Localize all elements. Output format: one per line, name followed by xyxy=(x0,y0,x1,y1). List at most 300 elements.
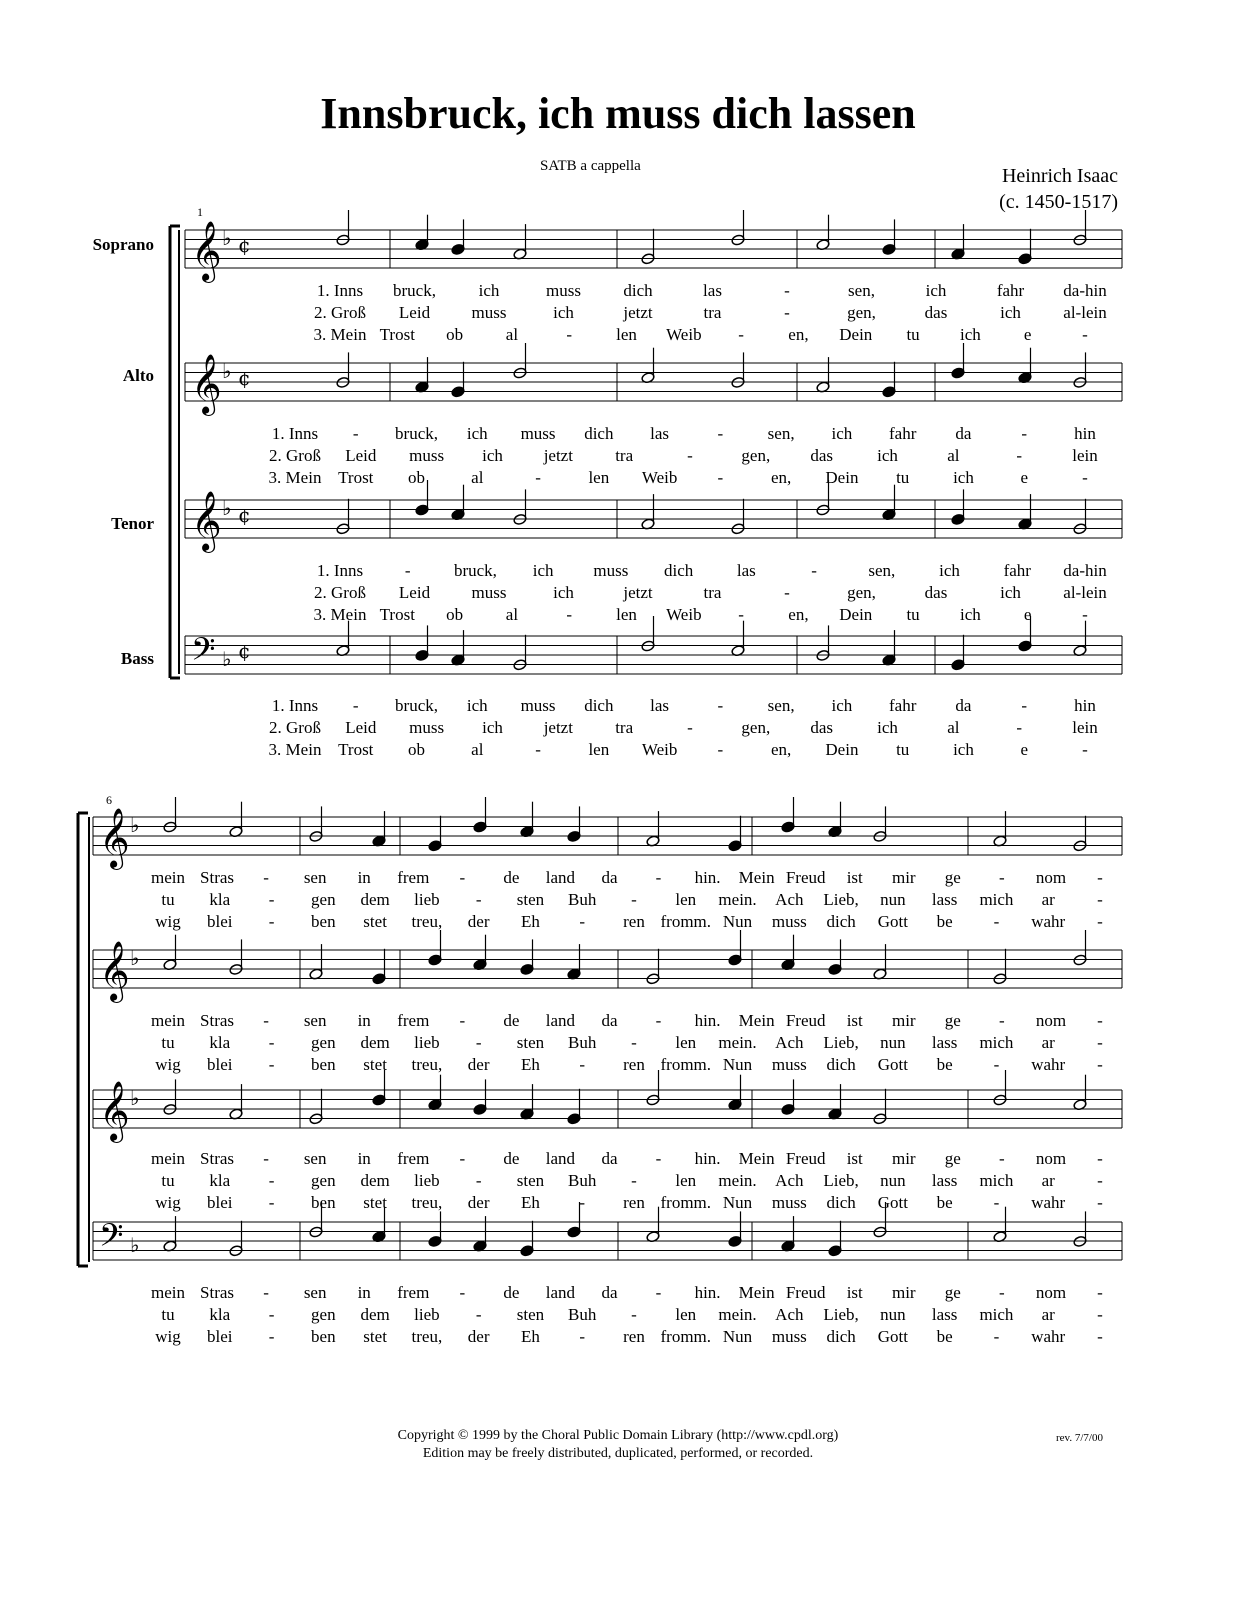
bass-lyric-syllable: dich xyxy=(584,696,614,715)
bass-lyric-syllable: fahr xyxy=(889,696,917,715)
soprano-lyric-syllable: e xyxy=(1023,325,1032,344)
alto-lyric-syllable: - xyxy=(535,468,541,487)
tenor-lyric-syllable: - xyxy=(1082,605,1088,624)
bass-lyric-syllable: en, xyxy=(770,740,792,759)
tenor-lyric-syllable: be xyxy=(936,1193,953,1212)
flat-key-signature-icon: ♭ xyxy=(130,1086,140,1110)
tenor-lyric-syllable: - xyxy=(268,1171,275,1190)
tenor-lyric-syllable: 2. Groß xyxy=(314,583,366,602)
alto-lyric-syllable: - xyxy=(263,1011,269,1030)
treble-clef-icon: 𝄞 xyxy=(99,941,130,1001)
bass-lyric-syllable: wig xyxy=(155,1327,181,1346)
bass-lyric-syllable: - xyxy=(268,1305,275,1324)
tenor-lyric-syllable: ich xyxy=(532,561,554,580)
alto-lyric-syllable: - xyxy=(1097,1011,1103,1030)
soprano-lyric-syllable: hin. xyxy=(694,868,721,887)
soprano-lyric-syllable: da-hin xyxy=(1063,281,1107,300)
soprano-lyric-syllable: sen xyxy=(303,868,327,887)
bass-lyric-syllable: jetzt xyxy=(543,718,573,737)
measure-number-6: 6 xyxy=(106,793,112,807)
soprano-lyric-syllable: - xyxy=(263,868,269,887)
bass-lyric-syllable: ren xyxy=(623,1327,645,1346)
soprano-lyric-syllable: - xyxy=(579,912,586,931)
bass-lyric-syllable: ich xyxy=(482,718,503,737)
soprano-lyric-syllable: Stras xyxy=(200,868,235,887)
alto-lyric-syllable: len xyxy=(588,468,610,487)
bass-lyric-syllable: Gott xyxy=(877,1327,908,1346)
soprano-lyric-syllable: blei xyxy=(207,912,233,931)
alto-lyric-syllable: - xyxy=(1082,468,1088,487)
bass-lyric-syllable: lass xyxy=(931,1305,958,1324)
soprano-lyric-syllable: be xyxy=(936,912,953,931)
soprano-lyric-syllable: Dein xyxy=(839,325,873,344)
treble-clef-icon: 𝄞 xyxy=(191,491,222,551)
bass-lyric-syllable: ich xyxy=(831,696,853,715)
tenor-lyric-syllable: Nun xyxy=(722,1193,753,1212)
tenor-lyric-syllable: bruck, xyxy=(453,561,497,580)
bass-lyric-syllable: e xyxy=(1020,740,1028,759)
part-label-soprano: Soprano xyxy=(92,235,154,254)
tenor-lyric-syllable: - xyxy=(1097,1193,1103,1212)
soprano-lyric-syllable: lieb xyxy=(414,890,440,909)
soprano-lyric-syllable: fromm. xyxy=(660,912,712,931)
alto-lyric-syllable: - xyxy=(352,424,359,443)
alto-lyric-syllable: da xyxy=(955,424,972,443)
soprano-lyric-syllable: mich xyxy=(979,890,1014,909)
copyright-footer xyxy=(0,1427,1236,1463)
tenor-lyric-syllable: das xyxy=(924,583,948,602)
alto-lyric-syllable: Freud xyxy=(785,1011,826,1030)
bass-lyric-syllable: be xyxy=(936,1327,953,1346)
soprano-lyric-syllable: las xyxy=(703,281,722,300)
soprano-lyric-syllable: land xyxy=(545,868,576,887)
tenor-lyric-syllable: - xyxy=(579,1193,586,1212)
alto-lyric-syllable: - xyxy=(717,468,724,487)
tenor-lyric-syllable: - xyxy=(811,561,817,580)
bass-lyric-syllable: ist xyxy=(846,1283,863,1302)
tenor-lyric-syllable: Dein xyxy=(839,605,873,624)
soprano-lyric-syllable: Lieb, xyxy=(823,890,859,909)
bass-lyric-syllable: Mein xyxy=(738,1283,775,1302)
alto-lyric-syllable: dich xyxy=(826,1055,856,1074)
soprano-lyric-syllable: muss xyxy=(471,303,507,322)
bass-lyric-syllable: - xyxy=(1097,1327,1103,1346)
tenor-lyric-syllable: - xyxy=(999,1149,1005,1168)
soprano-lyric-syllable: - xyxy=(999,868,1005,887)
tenor-lyric-syllable: Lieb, xyxy=(823,1171,859,1190)
soprano-lyric-syllable: - xyxy=(459,868,466,887)
bass-lyric-syllable: Trost xyxy=(338,740,374,759)
soprano-lyric-syllable: - xyxy=(784,303,790,322)
tenor-lyric-syllable: lass xyxy=(931,1171,958,1190)
alto-lyric-syllable: Trost xyxy=(338,468,374,487)
tenor-lyric-syllable: fahr xyxy=(1003,561,1031,580)
alto-lyric-syllable: - xyxy=(717,424,724,443)
alto-lyric-syllable: das xyxy=(810,446,833,465)
bass-lyric-syllable: Nun xyxy=(722,1327,753,1346)
alto-lyric-syllable: lieb xyxy=(414,1033,440,1052)
bass-lyric-syllable: wahr xyxy=(1031,1327,1066,1346)
tenor-lyric-syllable: dem xyxy=(360,1171,390,1190)
bass-lyric-syllable: - xyxy=(1016,718,1022,737)
alto-lyric-syllable: Stras xyxy=(200,1011,235,1030)
soprano-lyric-syllable: muss xyxy=(546,281,581,300)
tenor-lyric-syllable: sen xyxy=(303,1149,327,1168)
voicing-subtitle: SATB a cappella xyxy=(540,158,641,174)
bass-lyric-syllable: al xyxy=(471,740,484,759)
bass-lyric-syllable: Lieb, xyxy=(823,1305,859,1324)
tenor-lyric-syllable: ich xyxy=(1000,583,1021,602)
alto-lyric-syllable: - xyxy=(268,1055,275,1074)
soprano-lyric-syllable: treu, xyxy=(411,912,443,931)
tenor-lyric-syllable: - xyxy=(459,1149,466,1168)
soprano-lyric-syllable: dem xyxy=(360,890,390,909)
soprano-lyric-syllable: Ach xyxy=(775,890,804,909)
bass-lyric-syllable: - xyxy=(655,1283,662,1302)
tenor-lyric-syllable: gen, xyxy=(847,583,876,602)
alto-lyric-syllable: der xyxy=(467,1055,490,1074)
soprano-lyric-syllable: jetzt xyxy=(623,303,653,322)
soprano-lyric-syllable: kla xyxy=(209,890,231,909)
alto-lyric-syllable: da xyxy=(601,1011,618,1030)
soprano-lyric-syllable: len xyxy=(675,890,697,909)
bass-lyric-syllable: 2. Groß xyxy=(269,718,321,737)
alto-lyric-syllable: - xyxy=(1097,1055,1103,1074)
soprano-lyric-syllable: da xyxy=(601,868,618,887)
bass-lyric-syllable: lein xyxy=(1072,718,1098,737)
tenor-lyric-syllable: dich xyxy=(663,561,694,580)
alto-lyric-syllable: - xyxy=(475,1033,482,1052)
alto-lyric-syllable: ist xyxy=(846,1011,863,1030)
soprano-lyric-syllable: in xyxy=(357,868,371,887)
tenor-lyric-syllable: kla xyxy=(209,1171,231,1190)
bass-lyric-syllable: dem xyxy=(360,1305,390,1324)
alto-lyric-syllable: stet xyxy=(363,1055,387,1074)
alto-lyric-syllable: - xyxy=(1097,1033,1103,1052)
soprano-lyric-syllable: dich xyxy=(826,912,856,931)
bass-lyric-syllable: - xyxy=(631,1305,637,1324)
soprano-lyric-syllable: ob xyxy=(446,325,464,344)
soprano-lyric-syllable: len xyxy=(616,325,637,344)
bass-lyric-syllable: ob xyxy=(408,740,426,759)
bass-lyric-syllable: lieb xyxy=(414,1305,440,1324)
alto-lyric-syllable: 1. Inns xyxy=(271,424,319,443)
soprano-lyric-syllable: - xyxy=(993,912,1000,931)
flat-key-signature-icon: ♭ xyxy=(130,1233,140,1257)
bass-lyric-syllable: kla xyxy=(209,1305,231,1324)
tenor-lyric-syllable: nun xyxy=(880,1171,906,1190)
flat-key-signature-icon: ♭ xyxy=(130,813,140,837)
alto-lyric-syllable: 3. Mein xyxy=(268,468,322,487)
alto-lyric-syllable: treu, xyxy=(411,1055,443,1074)
alto-lyric-syllable: tra xyxy=(615,446,634,465)
tenor-lyric-syllable: da-hin xyxy=(1063,561,1107,580)
soprano-lyric-syllable: wig xyxy=(155,912,181,931)
tenor-lyric-syllable: muss xyxy=(471,583,507,602)
alto-lyric-syllable: Leid xyxy=(345,446,377,465)
tenor-lyric-syllable: Weib xyxy=(666,605,702,624)
bass-lyric-syllable: Ach xyxy=(775,1305,804,1324)
soprano-lyric-syllable: Gott xyxy=(877,912,908,931)
bass-lyric-syllable: - xyxy=(459,1283,466,1302)
soprano-lyric-syllable: Weib xyxy=(666,325,702,344)
alto-lyric-syllable: dem xyxy=(360,1033,390,1052)
bass-lyric-syllable: ar xyxy=(1041,1305,1055,1324)
alto-lyric-syllable: ben xyxy=(311,1055,336,1074)
bass-lyric-syllable: - xyxy=(1097,1283,1103,1302)
soprano-lyric-syllable: de xyxy=(503,868,520,887)
soprano-lyric-syllable: lass xyxy=(931,890,958,909)
alto-lyric-syllable: frem xyxy=(397,1011,430,1030)
tenor-lyric-syllable: stet xyxy=(363,1193,387,1212)
alto-lyric-syllable: Gott xyxy=(877,1055,908,1074)
tenor-lyric-syllable: blei xyxy=(207,1193,233,1212)
alto-lyric-syllable: ich xyxy=(466,424,488,443)
tenor-lyric-syllable: in xyxy=(357,1149,371,1168)
bass-lyric-syllable: ge xyxy=(944,1283,961,1302)
soprano-lyric-syllable: mein xyxy=(151,868,185,887)
cut-time-icon: ¢ xyxy=(238,366,251,390)
tenor-lyric-syllable: treu, xyxy=(411,1193,443,1212)
alto-lyric-syllable: las xyxy=(650,424,670,443)
tenor-lyric-syllable: dich xyxy=(826,1193,856,1212)
flat-key-signature-icon: ♭ xyxy=(222,496,232,520)
alto-lyric-syllable: Ach xyxy=(775,1033,804,1052)
bass-clef-icon: 𝄢 xyxy=(191,631,216,675)
bass-lyric-syllable: Freud xyxy=(785,1283,826,1302)
bass-lyric-syllable: de xyxy=(503,1283,520,1302)
tenor-lyric-syllable: der xyxy=(467,1193,490,1212)
alto-lyric-syllable: gen xyxy=(311,1033,336,1052)
alto-lyric-syllable: e xyxy=(1020,468,1028,487)
tenor-lyric-syllable: Stras xyxy=(200,1149,235,1168)
alto-lyric-syllable: in xyxy=(357,1011,371,1030)
tenor-lyric-syllable: - xyxy=(1097,1149,1103,1168)
tenor-lyric-syllable: ben xyxy=(311,1193,336,1212)
bass-lyric-syllable: sen xyxy=(303,1283,327,1302)
tenor-lyric-syllable: wahr xyxy=(1031,1193,1066,1212)
alto-lyric-syllable: jetzt xyxy=(543,446,573,465)
soprano-lyric-syllable: - xyxy=(268,890,275,909)
bass-lyric-syllable: - xyxy=(263,1283,269,1302)
soprano-lyric-syllable: wahr xyxy=(1031,912,1066,931)
soprano-lyric-syllable: - xyxy=(566,325,573,344)
cut-time-icon: ¢ xyxy=(238,639,251,663)
alto-lyric-syllable: Buh xyxy=(568,1033,597,1052)
tenor-lyric-syllable: Ach xyxy=(775,1171,804,1190)
tenor-lyric-syllable: ich xyxy=(553,583,574,602)
bass-lyric-syllable: - xyxy=(352,696,359,715)
alto-lyric-syllable: 2. Groß xyxy=(269,446,321,465)
tenor-lyric-syllable: Eh xyxy=(520,1193,540,1212)
soprano-lyric-syllable: fahr xyxy=(996,281,1025,300)
tenor-lyric-syllable: e xyxy=(1023,605,1032,624)
soprano-lyric-syllable: ren xyxy=(623,912,645,931)
tenor-lyric-syllable: - xyxy=(738,605,744,624)
tenor-lyric-syllable: 3. Mein xyxy=(313,605,367,624)
part-label-bass: Bass xyxy=(120,649,154,668)
soprano-lyric-syllable: sten xyxy=(516,890,545,909)
soprano-lyric-syllable: 3. Mein xyxy=(313,325,367,344)
alto-lyric-syllable: blei xyxy=(207,1055,233,1074)
bass-lyric-syllable: muss xyxy=(409,718,445,737)
alto-lyric-syllable: wahr xyxy=(1031,1055,1066,1074)
flat-key-signature-icon: ♭ xyxy=(222,226,232,250)
tenor-lyric-syllable: - xyxy=(655,1149,662,1168)
bass-lyric-syllable: land xyxy=(545,1283,576,1302)
tenor-lyric-syllable: frem xyxy=(397,1149,430,1168)
soprano-lyric-syllable: Eh xyxy=(520,912,540,931)
bass-lyric-syllable: muss xyxy=(771,1327,807,1346)
treble-clef-icon: 𝄞 xyxy=(191,354,222,414)
alto-lyric-syllable: lass xyxy=(931,1033,958,1052)
alto-lyric-syllable: al xyxy=(471,468,484,487)
tenor-lyric-syllable: mir xyxy=(891,1149,916,1168)
tenor-lyric-syllable: len xyxy=(616,605,637,624)
soprano-lyric-syllable: tra xyxy=(703,303,722,322)
tenor-lyric-syllable: ren xyxy=(623,1193,645,1212)
bass-lyric-syllable: ich xyxy=(953,740,974,759)
bass-lyric-syllable: gen, xyxy=(741,718,771,737)
treble-clef-icon: 𝄞 xyxy=(191,221,222,281)
bass-lyric-syllable: ich xyxy=(877,718,898,737)
bass-lyric-syllable: len xyxy=(675,1305,697,1324)
alto-lyric-syllable: - xyxy=(655,1011,662,1030)
bass-lyric-syllable: nun xyxy=(880,1305,906,1324)
tenor-lyric-syllable: muss xyxy=(771,1193,807,1212)
tenor-lyric-syllable: 1. Inns xyxy=(316,561,364,580)
alto-lyric-syllable: fromm. xyxy=(660,1055,712,1074)
bass-lyric-syllable: - xyxy=(687,718,693,737)
alto-lyric-syllable: nun xyxy=(880,1033,906,1052)
tenor-lyric-syllable: tu xyxy=(161,1171,175,1190)
bass-lyric-syllable: - xyxy=(1082,740,1088,759)
bass-lyric-syllable: sen, xyxy=(767,696,795,715)
tenor-lyric-syllable: - xyxy=(631,1171,637,1190)
bass-lyric-syllable: fromm. xyxy=(660,1327,712,1346)
alto-lyric-syllable: mein. xyxy=(718,1033,757,1052)
cut-time-icon: ¢ xyxy=(238,233,251,257)
bass-lyric-syllable: da xyxy=(955,696,972,715)
bass-lyric-syllable: blei xyxy=(207,1327,233,1346)
soprano-lyric-syllable: das xyxy=(924,303,948,322)
tenor-lyric-syllable: mich xyxy=(979,1171,1014,1190)
distribution-line: Edition may be freely distributed, duplicated, performed, or recorded. xyxy=(422,1446,814,1461)
bass-lyric-syllable: mich xyxy=(979,1305,1014,1324)
tenor-lyric-syllable: - xyxy=(566,605,573,624)
soprano-lyric-syllable: - xyxy=(1082,325,1088,344)
tenor-lyric-syllable: jetzt xyxy=(623,583,653,602)
alto-lyric-syllable: ich xyxy=(953,468,974,487)
bass-lyric-syllable: sten xyxy=(516,1305,545,1324)
alto-lyric-syllable: - xyxy=(579,1055,586,1074)
flat-key-signature-icon: ♭ xyxy=(222,359,232,383)
tenor-lyric-syllable: ar xyxy=(1041,1171,1055,1190)
alto-lyric-syllable: - xyxy=(268,1033,275,1052)
tenor-lyric-syllable: gen xyxy=(311,1171,336,1190)
soprano-lyric-syllable: Trost xyxy=(379,325,415,344)
alto-lyric-syllable: nom xyxy=(1035,1011,1067,1030)
tenor-lyric-syllable: al xyxy=(505,605,519,624)
alto-lyric-syllable: muss xyxy=(409,446,445,465)
alto-lyric-syllable: Eh xyxy=(520,1055,540,1074)
tenor-lyric-syllable: Freud xyxy=(785,1149,826,1168)
alto-lyric-syllable: mein xyxy=(151,1011,185,1030)
bass-lyric-syllable: mir xyxy=(891,1283,916,1302)
bass-lyric-syllable: - xyxy=(475,1305,482,1324)
bass-lyric-syllable: - xyxy=(1021,696,1028,715)
flat-key-signature-icon: ♭ xyxy=(130,946,140,970)
soprano-lyric-syllable: ge xyxy=(944,868,961,887)
tenor-lyric-syllable: - xyxy=(475,1171,482,1190)
soprano-lyric-syllable: ich xyxy=(478,281,500,300)
alto-lyric-syllable: al xyxy=(947,446,960,465)
bass-lyric-syllable: las xyxy=(650,696,670,715)
tenor-lyric-syllable: hin. xyxy=(694,1149,721,1168)
tenor-lyric-syllable: - xyxy=(993,1193,1000,1212)
soprano-lyric-syllable: ich xyxy=(553,303,574,322)
tenor-lyric-syllable: Gott xyxy=(877,1193,908,1212)
tenor-lyric-syllable: da xyxy=(601,1149,618,1168)
bass-lyric-syllable: - xyxy=(579,1327,586,1346)
soprano-lyric-syllable: - xyxy=(475,890,482,909)
bass-lyric-syllable: Weib xyxy=(641,740,678,759)
alto-lyric-syllable: mich xyxy=(979,1033,1014,1052)
soprano-lyric-syllable: bruck, xyxy=(393,281,436,300)
alto-lyric-syllable: - xyxy=(459,1011,466,1030)
bass-lyric-syllable: - xyxy=(268,1327,275,1346)
bass-lyric-syllable: 1. Inns xyxy=(271,696,319,715)
bass-clef-icon: 𝄢 xyxy=(99,1217,124,1261)
soprano-lyric-syllable: nom xyxy=(1035,868,1067,887)
tenor-lyric-syllable: lieb xyxy=(414,1171,440,1190)
alto-lyric-syllable: kla xyxy=(209,1033,231,1052)
alto-lyric-syllable: fahr xyxy=(889,424,917,443)
soprano-lyric-syllable: Nun xyxy=(722,912,753,931)
soprano-lyric-syllable: - xyxy=(738,325,744,344)
alto-lyric-syllable: lein xyxy=(1072,446,1098,465)
alto-lyric-syllable: ich xyxy=(482,446,503,465)
alto-lyric-syllable: muss xyxy=(520,424,556,443)
bass-lyric-syllable: 3. Mein xyxy=(268,740,322,759)
soprano-lyric-syllable: dich xyxy=(623,281,653,300)
alto-lyric-syllable: ar xyxy=(1041,1033,1055,1052)
bass-lyric-syllable: stet xyxy=(363,1327,387,1346)
bass-lyric-syllable: in xyxy=(357,1283,371,1302)
tenor-lyric-syllable: - xyxy=(268,1193,275,1212)
tenor-lyric-syllable: - xyxy=(784,583,790,602)
soprano-lyric-syllable: sen, xyxy=(848,281,875,300)
bass-lyric-syllable: - xyxy=(1097,1305,1103,1324)
alto-lyric-syllable: - xyxy=(993,1055,1000,1074)
bass-lyric-syllable: hin. xyxy=(694,1283,721,1302)
bass-lyric-syllable: nom xyxy=(1035,1283,1067,1302)
alto-lyric-syllable: hin xyxy=(1074,424,1096,443)
soprano-lyric-syllable: gen, xyxy=(847,303,876,322)
soprano-lyric-syllable: - xyxy=(631,890,637,909)
measure-number-1: 1 xyxy=(197,205,203,219)
alto-lyric-syllable: sen xyxy=(303,1011,327,1030)
bass-lyric-syllable: - xyxy=(999,1283,1005,1302)
tenor-lyric-syllable: len xyxy=(675,1171,697,1190)
bass-lyric-syllable: - xyxy=(535,740,541,759)
alto-lyric-syllable: ob xyxy=(408,468,426,487)
bass-lyric-syllable: len xyxy=(588,740,610,759)
soprano-lyric-syllable: nun xyxy=(880,890,906,909)
page-title: Innsbruck, ich muss dich lassen xyxy=(320,89,916,138)
bass-lyric-syllable: - xyxy=(993,1327,1000,1346)
tenor-lyric-syllable: las xyxy=(736,561,756,580)
